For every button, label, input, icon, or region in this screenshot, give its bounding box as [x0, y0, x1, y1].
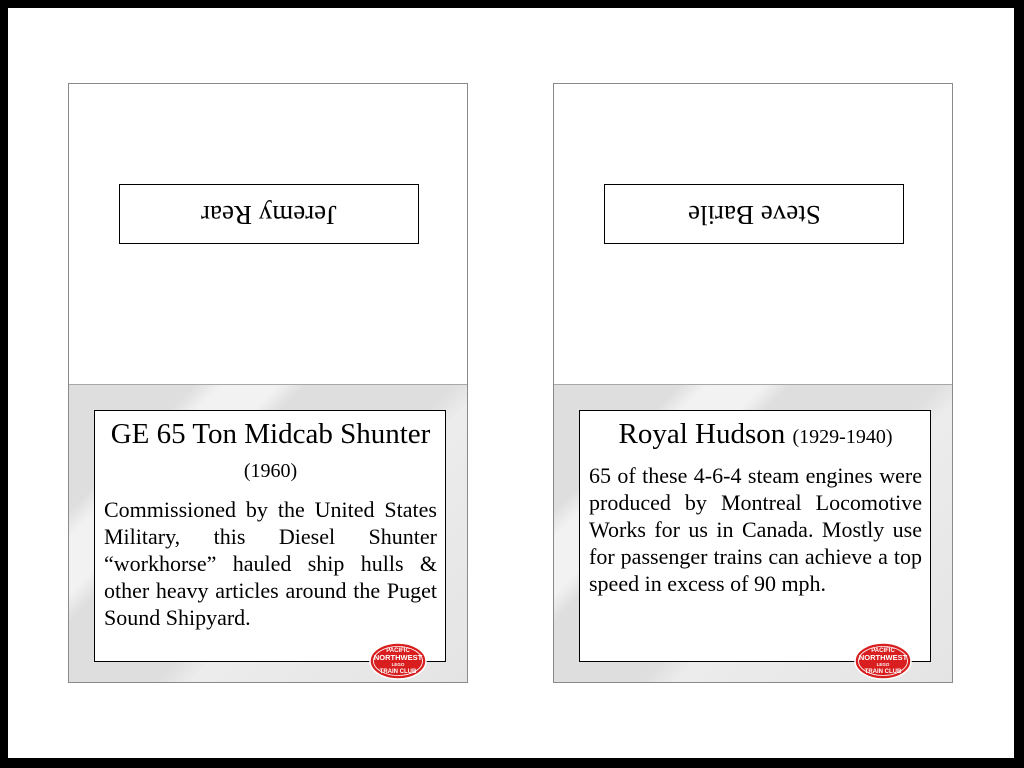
logo-text-line4: TRAIN CLUB: [379, 669, 417, 675]
name-tent-card-right: [553, 83, 953, 683]
train-title: [104, 417, 437, 488]
logo-text-line4: TRAIN CLUB: [864, 669, 902, 675]
info-box: [94, 410, 446, 662]
logo-text-line3: LEGO: [876, 662, 890, 667]
logo-text-line2: NORTHWEST: [373, 653, 423, 662]
train-description: 65 of these 4-6-4 steam engines were produced by Montreal Locomotive Works for us in Canada. Mostly use for passenger trains can achieve a top speed in excess of 90 mph.: [589, 463, 922, 596]
info-box: [579, 410, 931, 662]
name-box: [604, 184, 904, 244]
club-logo-icon: [854, 642, 912, 680]
card-top-half: [69, 84, 467, 384]
train-name: Royal Hudson: [618, 418, 786, 450]
logo-text-line3: LEGO: [391, 662, 405, 667]
train-year: (1929-1940): [792, 426, 893, 448]
train-year: (1960): [243, 460, 298, 482]
club-logo-icon: [369, 642, 427, 680]
card-top-half: [554, 84, 952, 384]
train-name: GE 65 Ton Midcab Shunter: [110, 418, 431, 450]
card-bottom-half: [554, 384, 952, 683]
person-name: Jeremy Rear: [201, 199, 337, 230]
name-tent-card-left: [68, 83, 468, 683]
card-bottom-half: [69, 384, 467, 683]
train-description: Commissioned by the United States Military, this Diesel Shunter “workhorse” hauled ship hulls & other heavy articles around the Puget Sound Shipyard.: [104, 497, 437, 630]
logo-text-line2: NORTHWEST: [858, 653, 908, 662]
person-name: Steve Barile: [687, 199, 821, 230]
logo-text-line1: PACIFIC: [386, 648, 410, 654]
slide: [8, 8, 1014, 758]
logo-text-line1: PACIFIC: [871, 648, 895, 654]
name-box: [119, 184, 419, 244]
train-title: [589, 417, 922, 454]
